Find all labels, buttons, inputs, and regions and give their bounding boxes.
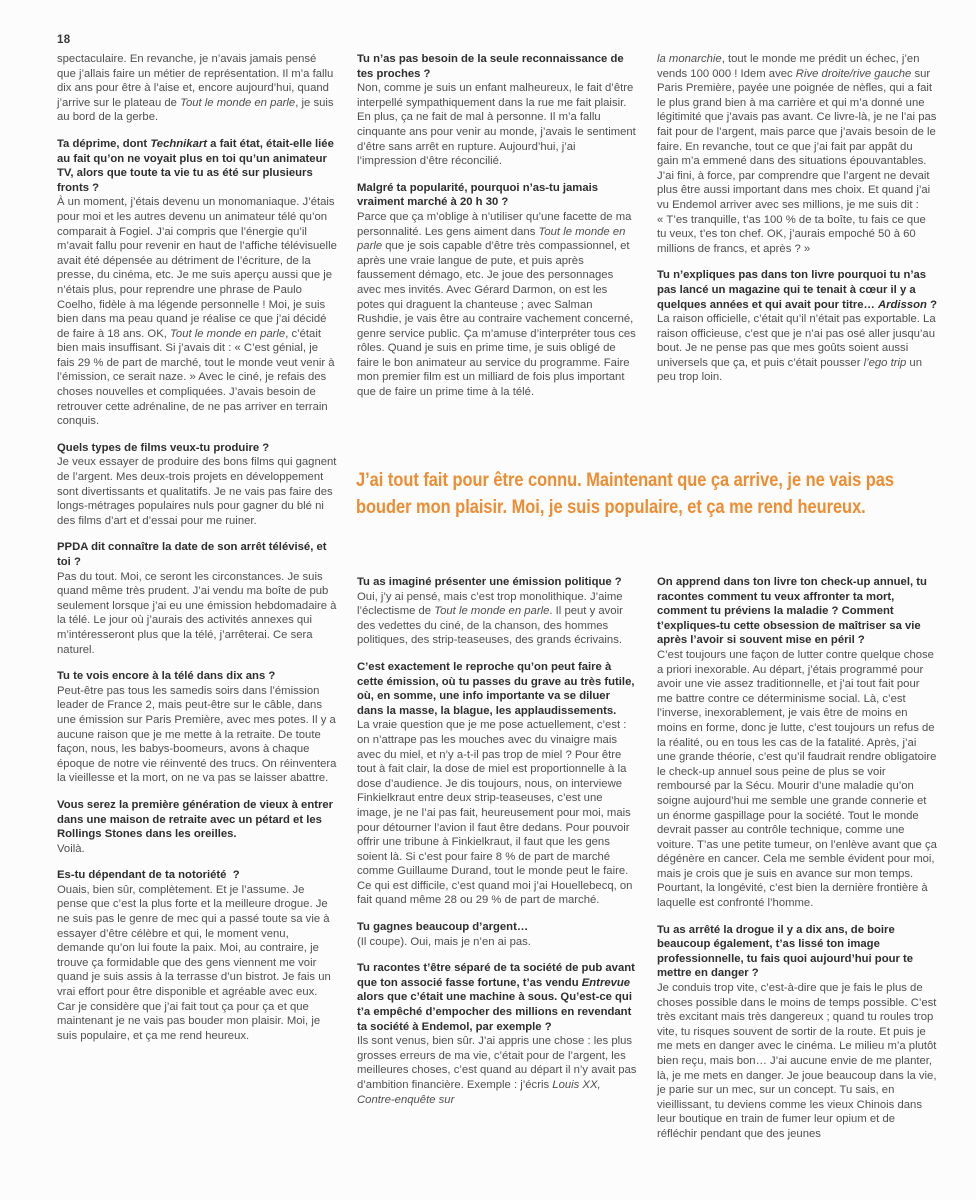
interview-answer: Je conduis trop vite, c’est-à-dire que je fais le plus de choses possible dans le moins de temps possible. C’est très excitant mais très dangereux ; quand tu roules trop vite, tu risques souvent de sortir de la route. Et puis je me mets en danger avec le cinéma. Le milieu m’a plutôt bien reçu, mais bon… J’ai aucune envie de me planter, là, je me mets en danger. Je joue beaucoup dans la vie, je parie sur un mec, sur un concept. Tu sais, en vieillissant, tu deviens comme les vieux Chinois dans leur boutique en train de fumer leur opium et de réfléchir pendant que des jeunes	[657, 982, 937, 1140]
interview-answer: La raison officielle, c’était qu’il n’était pas exportable. La raison officieuse, c’est que je n’ai pas osé aller jusqu’au bout. Je ne pense pas que mes goûts soient aussi universels que ça, et puis c’était pousser l’ego trip un peu trop loin.	[657, 313, 936, 384]
interview-answer: spectaculaire. En revanche, je n’avais jamais pensé que j’allais faire un métier de représentation. Il m’a fallu dix ans pour être à l’aise et, encore aujourd’hui, quand j’arrive sur le plateau de Tout le monde en parle, je suis au bord de la gerbe.	[57, 53, 334, 124]
interview-answer: Pas du tout. Moi, ce seront les circonstances. Je suis quand même très prudent. J’ai vendu ma boîte de pub seulement lorsque j’ai eu une émission hebdomadaire à la télé. Le jour où j’aurais des activités annexes qui m’intéresseront plus que la télé, j’arrêterai. Ce sera naturel.	[57, 570, 337, 656]
interview-question: On apprend dans ton livre ton check-up annuel, tu racontes comment tu veux affronter ta mort, comment tu préviens la maladie ? Comment t’expliques-tu cette obsession de maîtriser sa vie après l’avoir si souvent mise en péril ?	[657, 576, 927, 647]
interview-question: Tu n’expliques pas dans ton livre pourquoi tu n’as pas lancé un magazine qui te tenait à cœur il y a quelques années et qui avait pour titre… Ardisson ?	[657, 269, 937, 311]
interview-question: PPDA dit connaître la date de son arrêt télévisé, et toi ?	[57, 541, 327, 568]
pull-quote-line-1: J’ai tout fait pour être connu. Maintenant que ça arrive, je ne vais pas	[356, 469, 894, 491]
interview-question: Vous serez la première génération de vieux à entrer dans une maison de retraite avec un pétard et les Rollings Stones dans les oreilles.	[57, 798, 334, 841]
interview-answer: Ouais, bien sûr, complètement. Et je l’assume. Je pense que c’est la plus forte et la meilleure drogue. Je ne suis pas le genre de mec qui a passé toute sa vie à essayer d’être célèbre et qui, le moment venu, demande qu’on lui foute la paix. Moi, au contraire, je trouve ça formidable que des gens viennent me voir quand je suis assis à la terrasse d’un bistrot. Je fais un vrai effort pour être disponible et agréable avec eux. Car je considère que j’ai fait tout ça pour ça et que maintenant je ne vais pas bouder mon plaisir. Moi, je suis populaire, et ça me rend heureux.	[57, 883, 331, 1042]
page-number: 18	[57, 34, 71, 46]
interview-answer: Peut-être pas tous les samedis soirs dans l’émission leader de France 2, mais peut-être sur le câble, dans une émission sur Paris Première, avec mes potes. Il y a aucune raison que je me mette à la retraite. De toute façon, nous, les babys-boomeurs, avons à chaque époque de notre vie réinventé des trucs. On réinventera la vieillesse et la mort, on ne va pas se laisser abattre.	[57, 684, 337, 785]
interview-question: Malgré ta popularité, pourquoi n’as-tu jamais vraiment marché à 20 h 30 ?	[357, 181, 599, 209]
interview-question: Tu as imaginé présenter une émission politique ?	[357, 576, 622, 588]
interview-question: Tu te vois encore à la télé dans dix ans ?	[57, 670, 276, 683]
pull-quote-line-2: bouder mon plaisir. Moi, je suis populaire, et ça me rend heureux.	[356, 495, 866, 518]
interview-answer: la monarchie, tout le monde me prédit un échec, j’en vends 100 000 ! Idem avec Rive droite/rive gauche sur Paris Première, payée une poignée de nèfles, qui a fait le plus grand bien à ma carrière et qui m’a donné une légitimité que j’avais pas avant. Ce livre-là, je ne l’ai pas fait pour de l’argent, mais parce que j’avais besoin de le faire. En revanche, tout ce que j’ai fait par appât du gain m’a emmené dans des situations épouvantables. J’ai fini, à force, par comprendre que l’argent ne devait plus être aussi important dans mes choix. Et quand j’ai vu Endemol arriver avec ses millions, je me suis dit : « T’es tranquille, t’as 100 % de ta boîte, tu fais ce que tu veux, t’es ton chef. OK, j’aurais empoché 50 à 60 millions de francs, et après ? »	[657, 53, 937, 255]
interview-answer: (Il coupe). Oui, mais je n’en ai pas.	[357, 935, 531, 948]
interview-question: Tu racontes t’être séparé de ta société de pub avant que ton associé fasse fortune, t’as vendu Entrevue alors que c’était une machine à sous. Qu’est-ce qui t’a empêché d’empocher des millions en revendant ta société à Endemol, par exemple ?	[357, 962, 635, 1033]
column-2-bottom	[357, 575, 637, 1107]
interview-question: C’est exactement le reproche qu’on peut faire à cette émission, où tu passes du grave au très futile, où, en somme, une info importante va se diluer dans la masse, la blague, les applaudissements.	[357, 660, 635, 717]
interview-answer: À un moment, j’étais devenu un monomaniaque. J’étais pour moi et les autres devenu un animateur télé qu’on comparait à Fogiel. J’ai compris que l’énergie qu’il m’avait fallu pour revenir en haut de l’affiche télévisuelle avait été dépensée au détriment de l’écriture, de la presse, du cinéma, etc. Je me suis aperçu aussi que je n’étais plus, pour reprendre une phrase de Paulo Coelho, fidèle à ma légende personnelle ! Moi, je suis bien dans ma peau quand je réalise ce que j’ai décidé de faire à 18 ans. OK, Tout le monde en parle, c’était bien mais insuffisant. Si j’avais dit : « C’est génial, je fais 29 % de part de marché, tout le monde veut venir à l’émission, ce serait naze. » Avec le ciné, je refais des choses nouvelles et compliquées. J’avais besoin de retrouver cette adrénaline, de ne pas arriver en terrain conquis.	[57, 196, 337, 428]
column-1	[57, 52, 337, 1043]
interview-answer: C’est toujours une façon de lutter contre quelque chose a priori inexorable. Au départ, j’étais programmé pour avoir une vie assez traditionnelle, et j’ai tout fait pour me battre contre ce déterminisme social. Là, c’est l’inverse, inexorablement, je vais être de moins en moins en forme, donc je lutte, c’est toujours un refus de la réalité, ou en tous les cas de la fatalité. Après, j’ai une grande théorie, c’est qu’il faudrait rendre obligatoire le check-up annuel sous peine de plus se voir remboursé par la Sécu. Mourir d’une maladie qu’on soigne aujourd’hui me semble une grande connerie et un énorme gaspillage pour la société. Tout le monde devrait passer au contrôle technique, comme une voiture. T’as une petite tumeur, on l’enlève avant que ça dégénère en cancer. Cela me semble évident pour moi, mais je crois que je suis en avance sur mon temps. Pourtant, la longévité, c’est bien la dernière frontière à laquelle est confronté l’homme.	[657, 648, 937, 910]
interview-question: Quels types de films veux-tu produire ?	[57, 441, 270, 454]
pull-quote	[356, 467, 944, 520]
interview-question: Ta déprime, dont Technikart a fait état, était-elle liée au fait qu’on ne voyait plus en toi qu’un animateur TV, alors que toute ta vie tu as été sur plusieurs fronts ?	[57, 137, 334, 194]
column-3-top	[657, 52, 937, 385]
column-3-bottom	[657, 575, 937, 1142]
interview-answer: Oui, j’y ai pensé, mais c’est trop monolithique. J’aime l’éclectisme de Tout le monde en parle. Il peut y avoir des vedettes du ciné, de la chanson, des hommes politiques, des strip-teaseuses, des grands écrivains.	[357, 590, 623, 647]
interview-answer: Ils sont venus, bien sûr. J’ai appris une chose : les plus grosses erreurs de ma vie, c’était pour de l’argent, les meilleures choses, c’est quand au départ il n’y avait pas d’ambition financière. Exemple : j’écris Louis XX, Contre-enquête sur	[357, 1035, 637, 1106]
interview-answer: La vraie question que je me pose actuellement, c’est : on n’attrape pas les mouches avec du vinaigre mais avec du miel, et n’y a-t-il pas trop de miel ? Pour être tout à fait clair, la dose de miel est proportionnelle à la dose d’audience. Je dis toujours, nous, on interviewe Finkielkraut entre deux strip-teaseuses, c’est une image, je ne l’ai pas fait, heureusement pour moi, mais pour détourner l’avion il faut être dedans. Pour pouvoir offrir une tribune à Finkielkraut, il faut que les gens soient là. Si c’est pour faire 8 % de part de marché comme Guillaume Durand, tout le monde peut le faire. Ce qui est difficile, c’est quand moi j’ai Houellebecq, on fait quand même 28 ou 29 % de part de marché.	[357, 719, 633, 907]
column-2-top	[357, 52, 637, 400]
interview-answer: Non, comme je suis un enfant malheureux, le fait d’être interpellé sympathiquement dans la rue me fait plaisir. En plus, ça ne fait de mal à personne. Il m’a fallu cinquante ans pour venir au monde, j’avais le sentiment d’être sans arrêt en rupture. Aujourd’hui, j’ai l’impression d’être réconcilié.	[357, 82, 636, 168]
interview-question: Tu n’as pas besoin de la seule reconnaissance de tes proches ?	[357, 53, 624, 80]
interview-answer: Voilà.	[57, 842, 85, 855]
interview-answer: Parce que ça m’oblige à n’utiliser qu’une facette de ma personnalité. Les gens aiment dans Tout le monde en parle que je sois capable d’être très compassionnel, et après une vraie langue de pute, et puis après faussement démago, etc. Je joue des personnages avec mes invités. Avec Gérard Darmon, on est les potes qui draguent la chanteuse ; avec Salman Rushdie, je vais être au contraire vachement concerné, genre service public. Ça m’amuse d’interpréter tous ces rôles. Quand je suis en prime time, je suis obligé de faire le bon animateur au service du programme. Faire mon premier film est un milliard de fois plus important que de faire un prime time à la télé.	[357, 210, 636, 399]
interview-question: Tu gagnes beaucoup d’argent…	[357, 921, 529, 934]
interview-answer: Je veux essayer de produire des bons films qui gagnent de l’argent. Mes deux-trois projets en développement sont divertissants et qualitatifs. Je ne vais pas faire des longs-métrages populaires nuls pour gagner du blé ni des films d’art et d’essai pour me ruiner.	[57, 456, 337, 527]
interview-question: Tu as arrêté la drogue il y a dix ans, de boire beaucoup également, t’as lissé ton image professionnelle, tu fais quoi aujourd’hui pour te mettre en danger ?	[657, 923, 914, 980]
interview-question: Es-tu dépendant de ta notoriété ?	[57, 869, 240, 882]
